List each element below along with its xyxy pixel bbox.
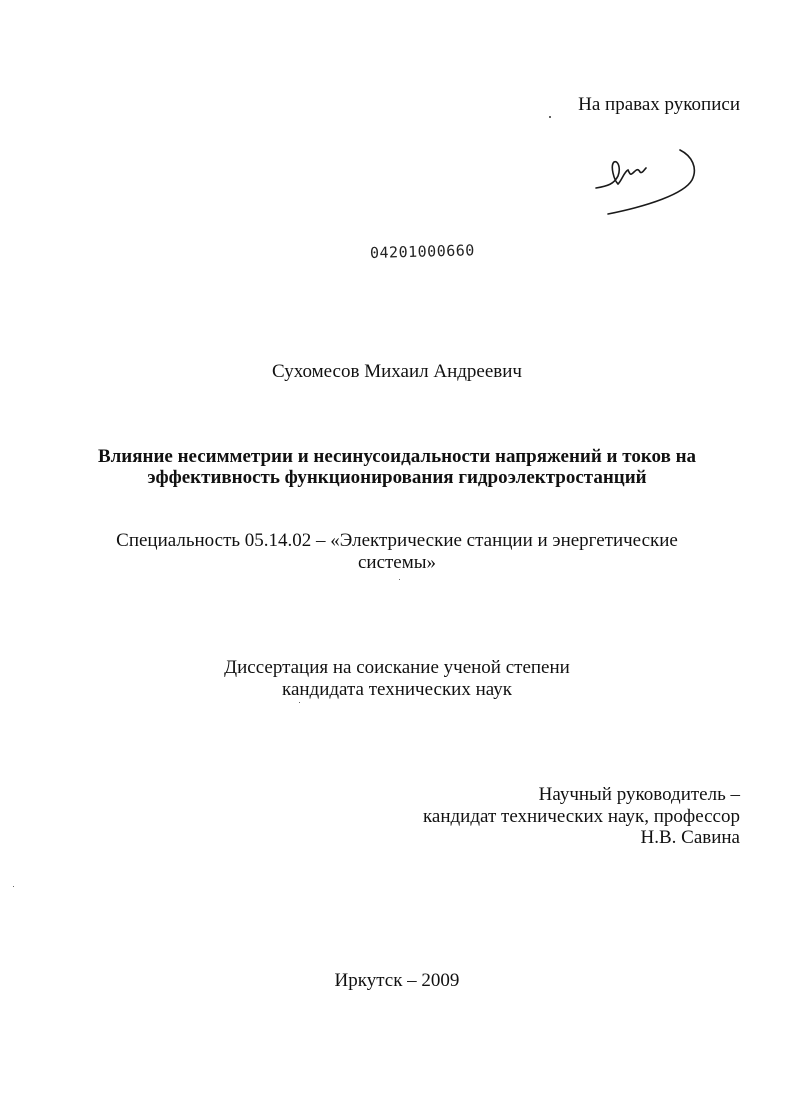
place-and-year: Иркутск – 2009 bbox=[334, 970, 460, 991]
scan-speck bbox=[299, 702, 300, 703]
degree-line-1: Диссертация на соискание ученой степени bbox=[224, 657, 570, 678]
author-name: Сухомесов Михаил Андреевич bbox=[272, 361, 522, 382]
document-registration-number: 04201000660 bbox=[369, 241, 476, 262]
dissertation-title-line-2: эффективность функционирования гидроэлектростанций bbox=[147, 467, 647, 488]
supervisor-credentials: кандидат технических наук, профессор bbox=[422, 806, 740, 827]
scan-speck bbox=[13, 886, 14, 887]
degree-line-2: кандидата технических наук bbox=[282, 679, 512, 700]
specialty-line-2: системы» bbox=[357, 552, 437, 573]
scan-speck bbox=[399, 579, 400, 580]
scan-speck bbox=[549, 116, 551, 118]
supervisor-role: Научный руководитель – bbox=[538, 784, 740, 805]
specialty-line-1: Специальность 05.14.02 – «Электрические станции и энергетические bbox=[116, 530, 678, 551]
dissertation-title-line-1: Влияние несимметрии и несинусоидальности напряжений и токов на bbox=[97, 446, 697, 467]
supervisor-name: Н.В. Савина bbox=[640, 827, 740, 848]
signature-image bbox=[588, 140, 708, 220]
manuscript-rights-label: На правах рукописи bbox=[578, 94, 740, 115]
